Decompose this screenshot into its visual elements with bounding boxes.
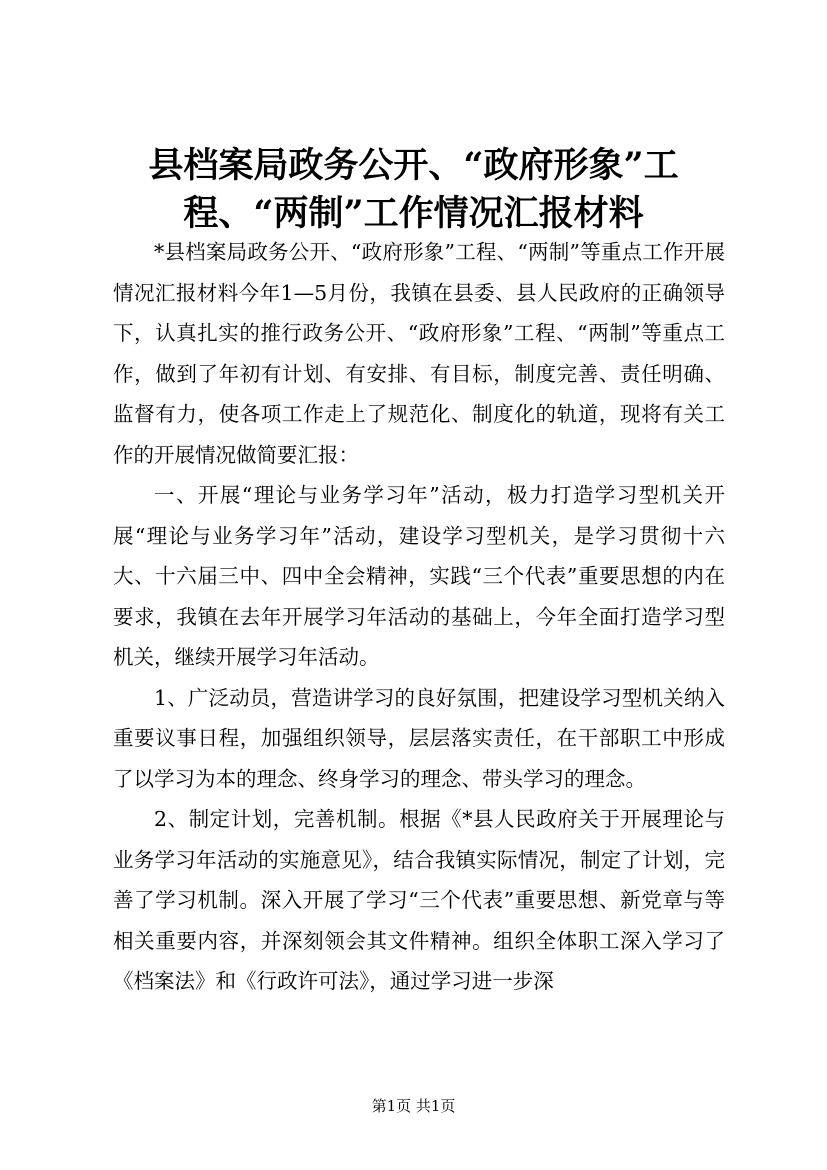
paragraph-item-two: 2、制定计划，完善机制。根据《*县人民政府关于开展理论与业务学习年活动的实施意见》，结合我镇实际情况，制定了计划，完善了学习机制。深入开展了学习“三个代表”重要思想、新党章与等相关重要内容，并深刻领会其文件精神。组织全体职工深入学习了《档案法》和《行政许可法》，通过学习进一步深	[113, 807, 725, 993]
paragraph-section-one: 一、开展“理论与业务学习年”活动，极力打造学习型机关开展“理论与业务学习年”活动，建设学习型机关，是学习贯彻十六大、十六届三中、四中全会精神，实践“三个代表”重要思想的内在要求，我镇在去年开展学习年活动的基础上，今年全面打造学习型机关，继续开展学习年活动。	[113, 483, 725, 669]
paragraph-intro: *县档案局政务公开、“政府形象”工程、“两制”等重点工作开展情况汇报材料今年1—5月份，我镇在县委、县人民政府的正确领导下，认真扎实的推行政务公开、“政府形象”工程、“两制”等重点工作，做到了年初有计划、有安排、有目标，制度完善、责任明确、监督有力，使各项工作走上了规范化、制度化的轨道，现将有关工作的开展情况做简要汇报：	[113, 240, 725, 467]
page-footer: 第1页 共1页	[371, 1097, 456, 1115]
document-body	[113, 232, 725, 1002]
document-title: 县档案局政务公开、“政府形象”工程、“两制”工作情况汇报材料	[148, 145, 679, 234]
paragraph-item-one: 1、广泛动员，营造讲学习的良好氛围，把建设学习型机关纳入重要议事日程，加强组织领导，层层落实责任，在干部职工中形成了以学习为本的理念、终身学习的理念、带头学习的理念。	[113, 685, 725, 791]
